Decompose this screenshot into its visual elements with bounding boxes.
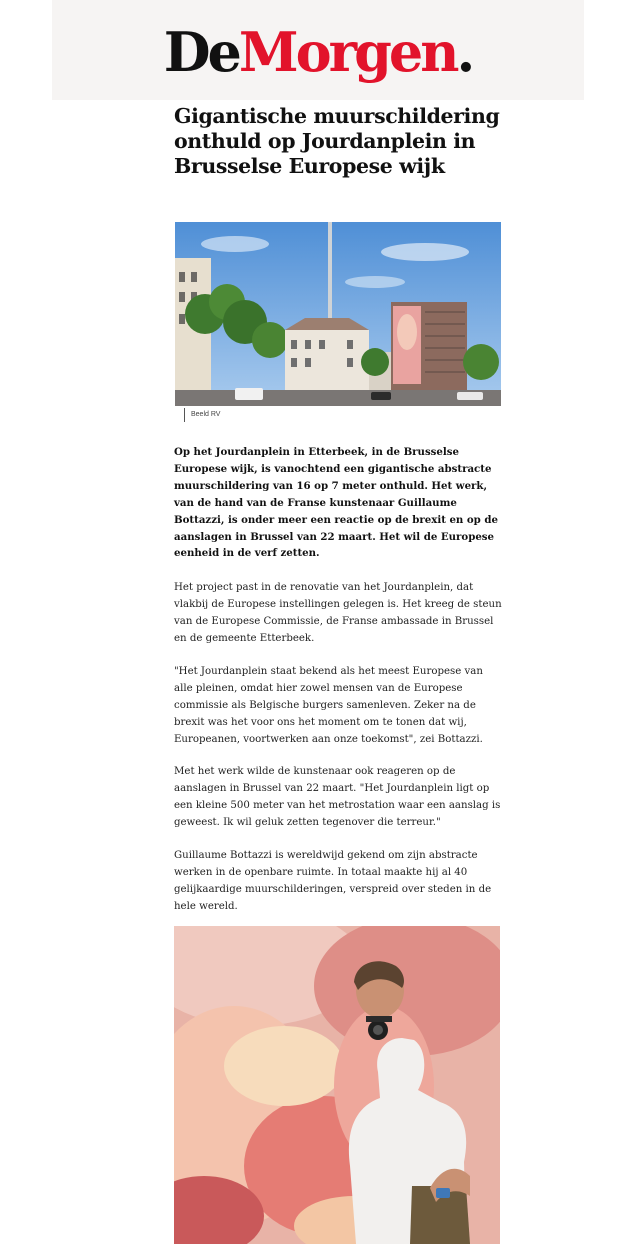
hero-photo bbox=[175, 222, 501, 406]
logo-de: De bbox=[163, 20, 239, 84]
logo-morgen: Morgen bbox=[238, 20, 457, 84]
article-paragraph: "Het Jourdanplein staat bekend als het meest Europese van alle pleinen, omdat hier zowel mensen van de Europese commissie als Belgische burgers samenleven. Zeker na de brexit was het voor ons het moment om te tonen dat wij, Europeanen, voortwerken aan onze toekomst", zei Bottazzi. bbox=[174, 666, 483, 745]
article-paragraph: Guillaume Bottazzi is wereldwijd gekend om zijn abstracte werken in de openbare ruimte. In totaal maakte hij al 40 gelijkaardige muurschilderingen, verspreid over steden in de hele wereld. bbox=[174, 850, 492, 912]
article-paragraph: Met het werk wilde de kunstenaar ook reageren op de aanslagen in Brussel van 22 maart. "Het Jourdanplein ligt op een kleine 500 meter van het metrostation waar een aanslag is geweest. Ik wil geluk zetten tegenover die terreur." bbox=[174, 766, 501, 828]
article-lead: Op het Jourdanplein in Etterbeek, in de Brusselse Europese wijk, is vanochtend een gigantische abstracte muurschildering van 16 op 7 meter onthuld. Het werk, van de hand van de Franse kunstenaar Guillaume Bottazzi, is onder meer een reactie op de brexit en op de aanslagen in Brussel van 22 maart. Het wil de Europese eenheid in de verf zetten. bbox=[174, 446, 498, 560]
article-headline: Gigantische muurschildering onthuld op Jourdanplein in Brusselse Europese wijk bbox=[174, 104, 500, 178]
hero-photo-caption: Beeld RV bbox=[184, 408, 220, 422]
artist-photo bbox=[174, 926, 500, 1244]
masthead bbox=[52, 0, 584, 100]
article-paragraph: Het project past in de renovatie van het Jourdanplein, dat vlakbij de Europese instellingen gelegen is. Het kreeg de steun van de Europese Commissie, de Franse ambassade in Brussel en de gemeente Etterbeek. bbox=[174, 582, 502, 644]
logo-dot: . bbox=[456, 20, 473, 84]
de-morgen-logo[interactable] bbox=[163, 20, 473, 84]
